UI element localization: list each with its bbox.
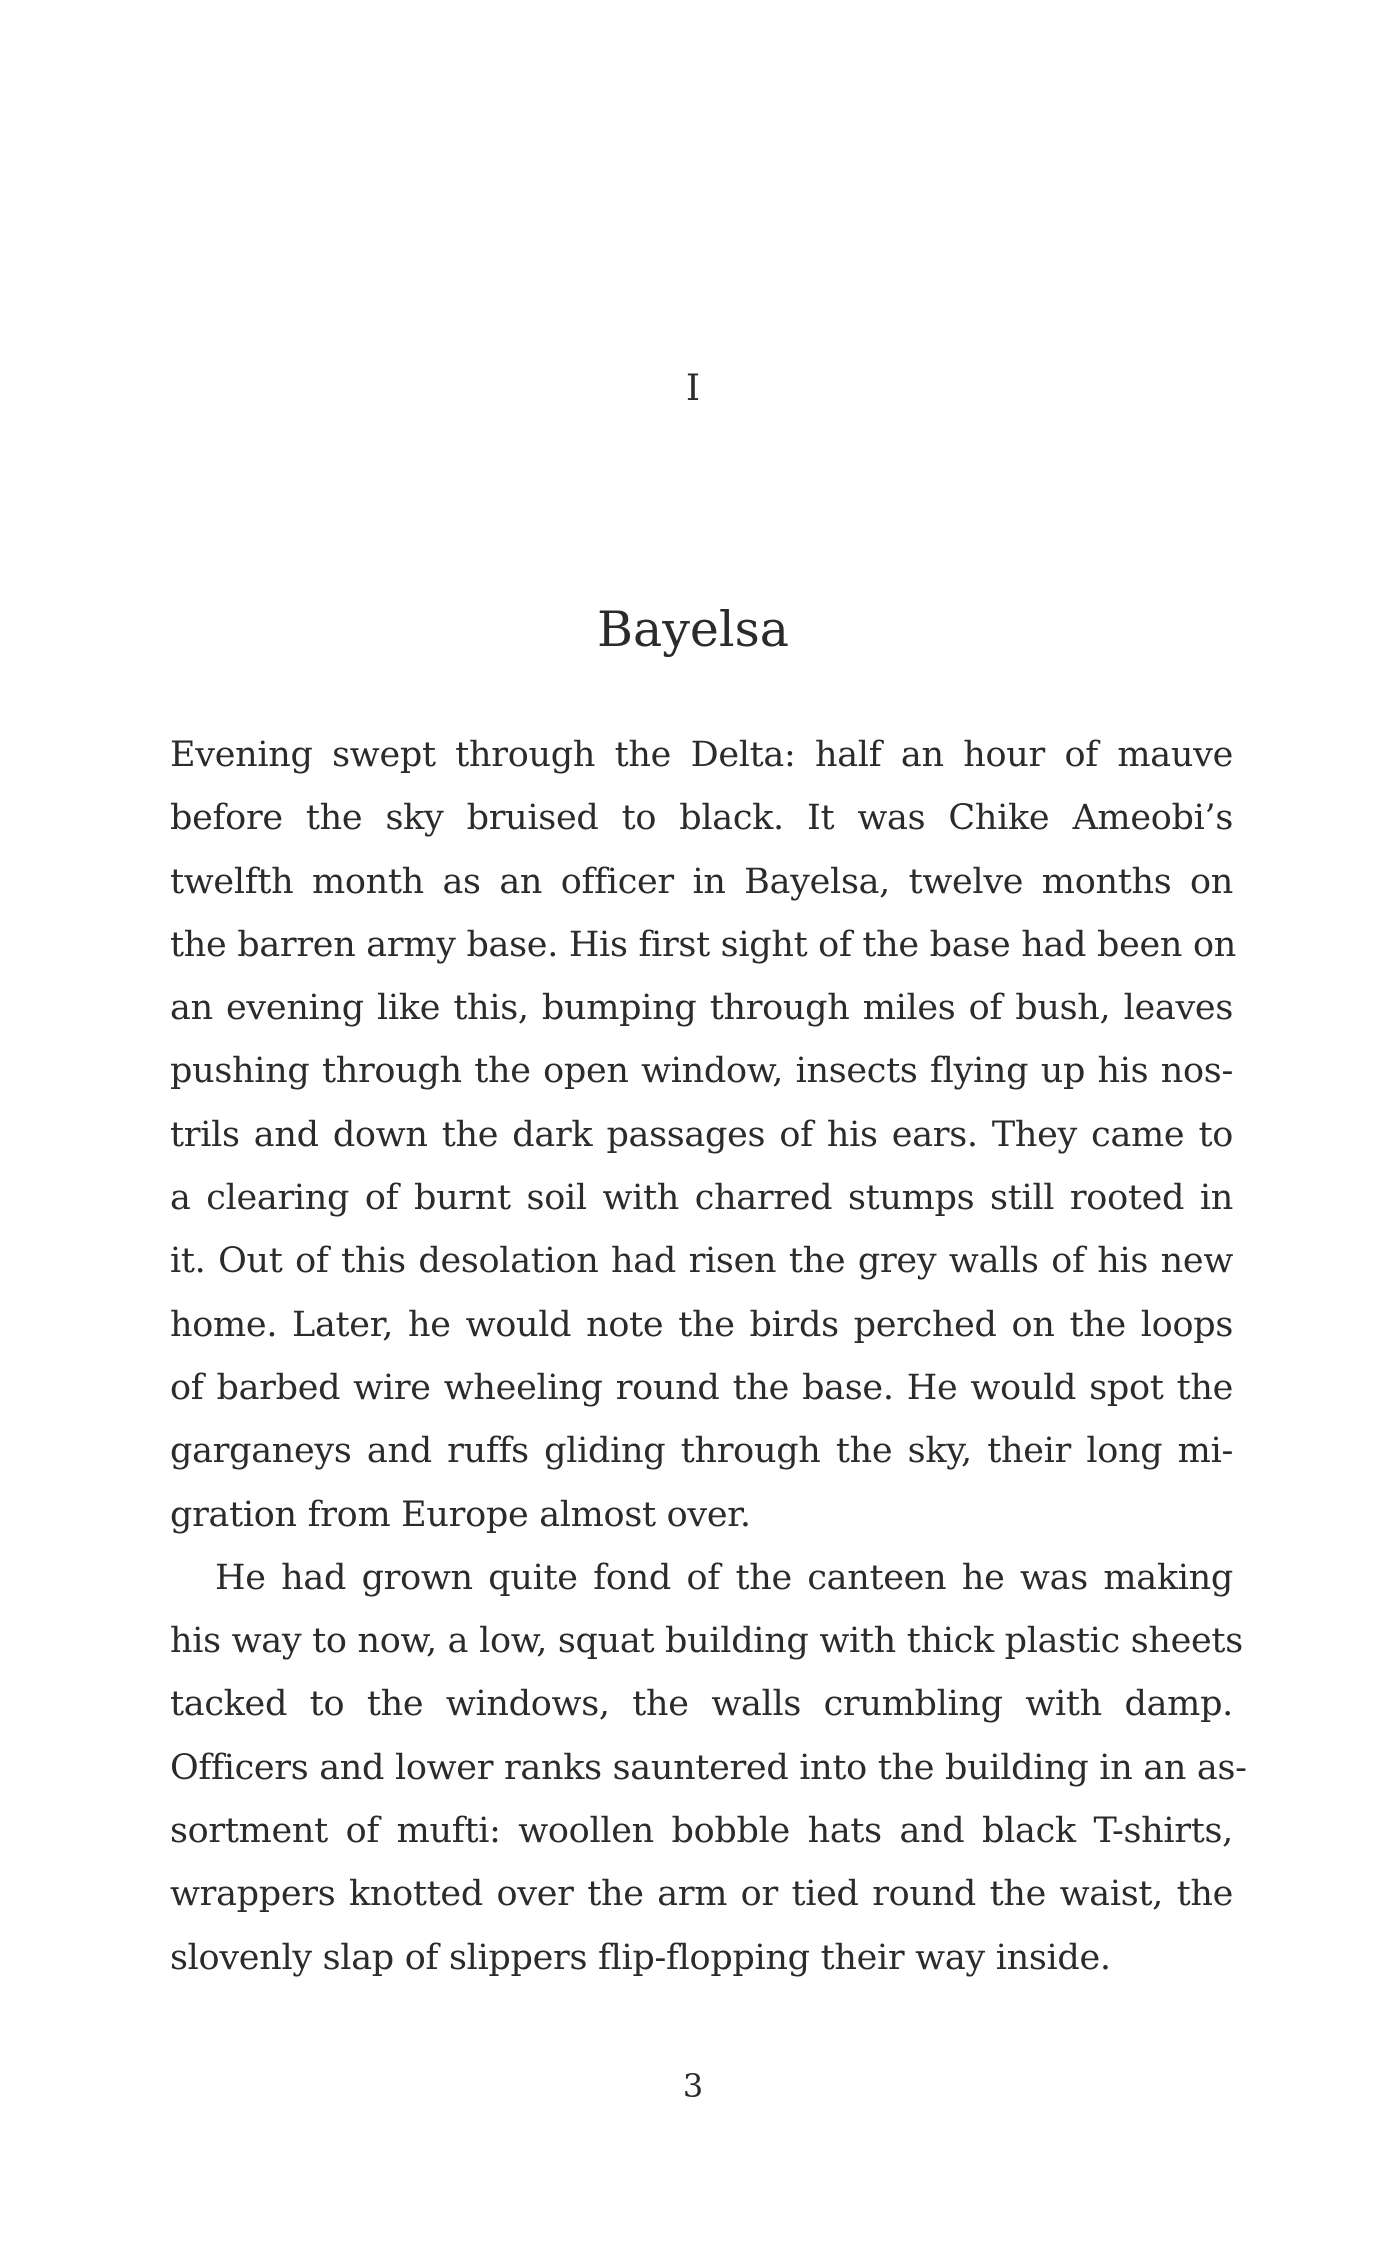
text-line: garganeys and ruffs gliding through the sky, their long mi- [170, 1431, 1233, 1472]
text-line: slovenly slap of slippers flip-flopping their way inside. [170, 1937, 1111, 1978]
text-line: of barbed wire wheeling round the base. He would spot the [170, 1367, 1233, 1408]
text-line: the barren army base. His first sight of the base had been on [170, 924, 1236, 965]
text-line: gration from Europe almost over. [170, 1494, 751, 1535]
paragraph-1 [170, 724, 1236, 1547]
text-line: Evening swept through the Delta: half an hour of mauve [170, 735, 1233, 775]
paragraph-2 [170, 1547, 1247, 1990]
text-line: twelfth month as an officer in Bayelsa, twelve months on [170, 861, 1233, 902]
chapter-title: Bayelsa [597, 601, 789, 658]
text-line: home. Later, he would note the birds perched on the loops [170, 1304, 1233, 1345]
text-line: an evening like this, bumping through miles of bush, leaves [170, 988, 1233, 1029]
chapter-number: I [685, 368, 701, 409]
text-line: Officers and lower ranks sauntered into the building in an as- [170, 1747, 1247, 1788]
text-line: a clearing of burnt soil with charred stumps still rooted in [170, 1178, 1233, 1219]
text-line: before the sky bruised to black. It was Chike Ameobi’s [170, 798, 1233, 839]
text-line: wrappers knotted over the arm or tied round the waist, the [170, 1874, 1233, 1915]
page-number: 3 [682, 2067, 704, 2105]
text-line: He had grown quite fond of the canteen he was making [215, 1557, 1233, 1598]
text-line: it. Out of this desolation had risen the grey walls of his new [170, 1241, 1233, 1282]
text-line: his way to now, a low, squat building with thick plastic sheets [170, 1621, 1243, 1662]
body-text [170, 724, 1247, 1990]
text-line: tacked to the windows, the walls crumbling with damp. [170, 1684, 1233, 1725]
text-line: pushing through the open window, insects flying up his nos- [170, 1051, 1233, 1092]
text-line: trils and down the dark passages of his ears. They came to [170, 1114, 1233, 1155]
text-line: sortment of mufti: woollen bobble hats and black T-shirts, [170, 1811, 1233, 1852]
